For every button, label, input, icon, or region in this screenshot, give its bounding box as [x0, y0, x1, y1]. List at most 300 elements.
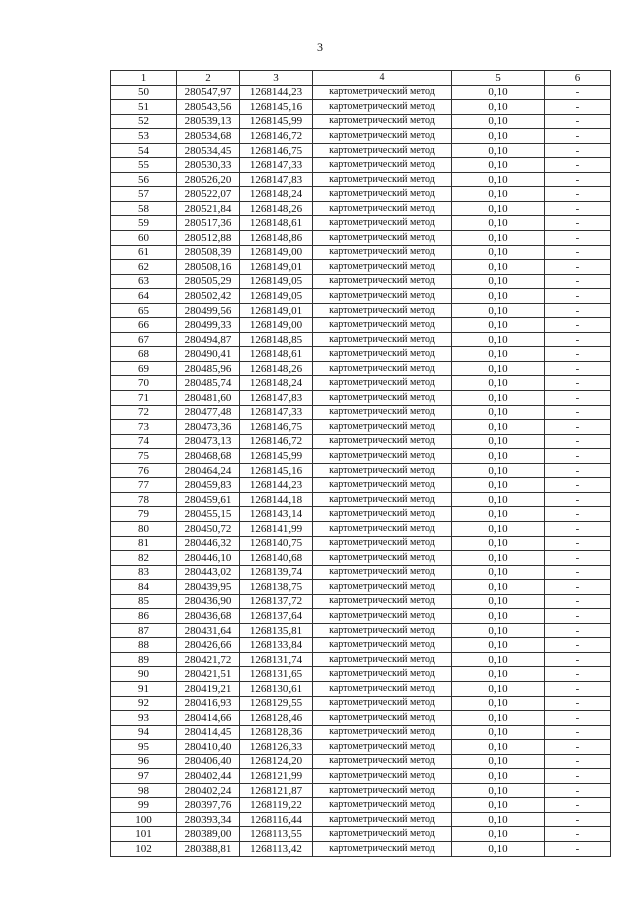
cell-note: - — [545, 129, 611, 144]
cell-x-coordinate: 280406,40 — [177, 754, 240, 769]
cell-y-coordinate: 1268148,61 — [240, 216, 313, 231]
table-row — [111, 201, 611, 216]
cell-x-coordinate: 280543,56 — [177, 100, 240, 115]
cell-note: - — [545, 812, 611, 827]
cell-method: картометрический метод — [313, 492, 452, 507]
cell-accuracy: 0,10 — [452, 711, 545, 726]
cell-method: картометрический метод — [313, 114, 452, 129]
table-row — [111, 521, 611, 536]
table-row — [111, 347, 611, 362]
cell-accuracy: 0,10 — [452, 681, 545, 696]
cell-method: картометрический метод — [313, 783, 452, 798]
table-row — [111, 303, 611, 318]
cell-note: - — [545, 420, 611, 435]
table-row — [111, 827, 611, 842]
cell-method: картометрический метод — [313, 667, 452, 682]
cell-y-coordinate: 1268113,55 — [240, 827, 313, 842]
cell-point-number: 92 — [111, 696, 177, 711]
column-header-2: 2 — [177, 71, 240, 86]
cell-y-coordinate: 1268137,64 — [240, 609, 313, 624]
cell-y-coordinate: 1268133,84 — [240, 638, 313, 653]
cell-method: картометрический метод — [313, 289, 452, 304]
cell-point-number: 98 — [111, 783, 177, 798]
table-row — [111, 740, 611, 755]
table-row — [111, 143, 611, 158]
cell-accuracy: 0,10 — [452, 391, 545, 406]
cell-method: картометрический метод — [313, 551, 452, 566]
cell-note: - — [545, 114, 611, 129]
cell-point-number: 88 — [111, 638, 177, 653]
cell-point-number: 72 — [111, 405, 177, 420]
cell-note: - — [545, 245, 611, 260]
cell-note: - — [545, 798, 611, 813]
cell-note: - — [545, 827, 611, 842]
cell-method: картометрический метод — [313, 420, 452, 435]
page-number: 3 — [317, 40, 323, 54]
cell-x-coordinate: 280473,36 — [177, 420, 240, 435]
cell-point-number: 99 — [111, 798, 177, 813]
cell-point-number: 66 — [111, 318, 177, 333]
cell-accuracy: 0,10 — [452, 376, 545, 391]
table-row — [111, 652, 611, 667]
table-row — [111, 434, 611, 449]
cell-note: - — [545, 405, 611, 420]
cell-method: картометрический метод — [313, 172, 452, 187]
cell-note: - — [545, 565, 611, 580]
table-row — [111, 769, 611, 784]
cell-point-number: 86 — [111, 609, 177, 624]
cell-accuracy: 0,10 — [452, 274, 545, 289]
table-row — [111, 623, 611, 638]
cell-note: - — [545, 391, 611, 406]
cell-x-coordinate: 280416,93 — [177, 696, 240, 711]
table-row — [111, 783, 611, 798]
cell-accuracy: 0,10 — [452, 827, 545, 842]
cell-method: картометрический метод — [313, 187, 452, 202]
table-row — [111, 129, 611, 144]
cell-y-coordinate: 1268149,05 — [240, 274, 313, 289]
table-row — [111, 449, 611, 464]
cell-point-number: 67 — [111, 332, 177, 347]
cell-note: - — [545, 449, 611, 464]
cell-note: - — [545, 492, 611, 507]
cell-x-coordinate: 280547,97 — [177, 85, 240, 100]
cell-method: картометрический метод — [313, 754, 452, 769]
cell-x-coordinate: 280436,68 — [177, 609, 240, 624]
cell-note: - — [545, 318, 611, 333]
cell-method: картометрический метод — [313, 303, 452, 318]
cell-accuracy: 0,10 — [452, 594, 545, 609]
cell-y-coordinate: 1268149,05 — [240, 289, 313, 304]
cell-point-number: 80 — [111, 521, 177, 536]
cell-method: картометрический метод — [313, 580, 452, 595]
cell-accuracy: 0,10 — [452, 361, 545, 376]
cell-note: - — [545, 841, 611, 856]
cell-method: картометрический метод — [313, 827, 452, 842]
cell-method: картометрический метод — [313, 507, 452, 522]
table-row — [111, 361, 611, 376]
cell-note: - — [545, 609, 611, 624]
cell-x-coordinate: 280426,66 — [177, 638, 240, 653]
cell-method: картометрический метод — [313, 347, 452, 362]
cell-accuracy: 0,10 — [452, 129, 545, 144]
table-row — [111, 376, 611, 391]
cell-y-coordinate: 1268147,33 — [240, 405, 313, 420]
cell-y-coordinate: 1268130,61 — [240, 681, 313, 696]
cell-y-coordinate: 1268146,72 — [240, 434, 313, 449]
cell-point-number: 57 — [111, 187, 177, 202]
cell-point-number: 76 — [111, 463, 177, 478]
cell-y-coordinate: 1268148,24 — [240, 187, 313, 202]
cell-accuracy: 0,10 — [452, 492, 545, 507]
column-header-3: 3 — [240, 71, 313, 86]
cell-y-coordinate: 1268146,72 — [240, 129, 313, 144]
cell-method: картометрический метод — [313, 405, 452, 420]
cell-point-number: 60 — [111, 231, 177, 246]
table-row — [111, 681, 611, 696]
cell-point-number: 95 — [111, 740, 177, 755]
cell-accuracy: 0,10 — [452, 551, 545, 566]
cell-accuracy: 0,10 — [452, 245, 545, 260]
cell-accuracy: 0,10 — [452, 100, 545, 115]
cell-point-number: 70 — [111, 376, 177, 391]
cell-y-coordinate: 1268145,99 — [240, 449, 313, 464]
cell-x-coordinate: 280446,10 — [177, 551, 240, 566]
column-header-4: 4 — [313, 71, 452, 86]
cell-y-coordinate: 1268147,83 — [240, 391, 313, 406]
cell-y-coordinate: 1268137,72 — [240, 594, 313, 609]
cell-accuracy: 0,10 — [452, 652, 545, 667]
cell-accuracy: 0,10 — [452, 405, 545, 420]
cell-x-coordinate: 280530,33 — [177, 158, 240, 173]
cell-y-coordinate: 1268135,81 — [240, 623, 313, 638]
cell-accuracy: 0,10 — [452, 478, 545, 493]
table-row — [111, 114, 611, 129]
cell-accuracy: 0,10 — [452, 303, 545, 318]
cell-y-coordinate: 1268140,68 — [240, 551, 313, 566]
column-header-6: 6 — [545, 71, 611, 86]
cell-y-coordinate: 1268143,14 — [240, 507, 313, 522]
cell-method: картометрический метод — [313, 231, 452, 246]
cell-accuracy: 0,10 — [452, 463, 545, 478]
cell-x-coordinate: 280393,34 — [177, 812, 240, 827]
cell-x-coordinate: 280502,42 — [177, 289, 240, 304]
cell-note: - — [545, 536, 611, 551]
cell-x-coordinate: 280499,56 — [177, 303, 240, 318]
cell-point-number: 62 — [111, 260, 177, 275]
cell-x-coordinate: 280508,16 — [177, 260, 240, 275]
cell-point-number: 97 — [111, 769, 177, 784]
cell-method: картометрический метод — [313, 449, 452, 464]
cell-point-number: 71 — [111, 391, 177, 406]
cell-note: - — [545, 463, 611, 478]
cell-x-coordinate: 280512,88 — [177, 231, 240, 246]
cell-accuracy: 0,10 — [452, 289, 545, 304]
cell-point-number: 79 — [111, 507, 177, 522]
cell-point-number: 83 — [111, 565, 177, 580]
cell-point-number: 69 — [111, 361, 177, 376]
table-row — [111, 536, 611, 551]
cell-point-number: 75 — [111, 449, 177, 464]
table-row — [111, 492, 611, 507]
cell-note: - — [545, 100, 611, 115]
table-body — [111, 85, 611, 856]
cell-x-coordinate: 280534,45 — [177, 143, 240, 158]
cell-y-coordinate: 1268144,23 — [240, 85, 313, 100]
cell-y-coordinate: 1268147,33 — [240, 158, 313, 173]
cell-x-coordinate: 280414,66 — [177, 711, 240, 726]
cell-y-coordinate: 1268126,33 — [240, 740, 313, 755]
cell-x-coordinate: 280455,15 — [177, 507, 240, 522]
cell-y-coordinate: 1268148,26 — [240, 361, 313, 376]
cell-point-number: 100 — [111, 812, 177, 827]
cell-point-number: 64 — [111, 289, 177, 304]
cell-method: картометрический метод — [313, 318, 452, 333]
cell-method: картометрический метод — [313, 260, 452, 275]
cell-x-coordinate: 280397,76 — [177, 798, 240, 813]
cell-point-number: 51 — [111, 100, 177, 115]
cell-y-coordinate: 1268149,01 — [240, 303, 313, 318]
cell-y-coordinate: 1268149,01 — [240, 260, 313, 275]
cell-note: - — [545, 201, 611, 216]
coordinates-table — [110, 70, 611, 857]
cell-y-coordinate: 1268113,42 — [240, 841, 313, 856]
cell-accuracy: 0,10 — [452, 231, 545, 246]
table-row — [111, 507, 611, 522]
cell-x-coordinate: 280468,68 — [177, 449, 240, 464]
table-row — [111, 231, 611, 246]
table-row — [111, 391, 611, 406]
cell-y-coordinate: 1268121,99 — [240, 769, 313, 784]
cell-point-number: 50 — [111, 85, 177, 100]
cell-y-coordinate: 1268148,26 — [240, 201, 313, 216]
table-row — [111, 798, 611, 813]
cell-y-coordinate: 1268140,75 — [240, 536, 313, 551]
cell-x-coordinate: 280508,39 — [177, 245, 240, 260]
cell-point-number: 84 — [111, 580, 177, 595]
cell-method: картометрический метод — [313, 841, 452, 856]
table-row — [111, 725, 611, 740]
table-row — [111, 696, 611, 711]
table-row — [111, 216, 611, 231]
cell-note: - — [545, 158, 611, 173]
cell-x-coordinate: 280481,60 — [177, 391, 240, 406]
cell-x-coordinate: 280505,29 — [177, 274, 240, 289]
cell-method: картометрический метод — [313, 463, 452, 478]
cell-x-coordinate: 280446,32 — [177, 536, 240, 551]
cell-note: - — [545, 289, 611, 304]
cell-x-coordinate: 280526,20 — [177, 172, 240, 187]
table-header-row — [111, 71, 611, 86]
cell-point-number: 54 — [111, 143, 177, 158]
cell-x-coordinate: 280464,24 — [177, 463, 240, 478]
cell-y-coordinate: 1268138,75 — [240, 580, 313, 595]
cell-note: - — [545, 143, 611, 158]
cell-method: картометрический метод — [313, 434, 452, 449]
cell-point-number: 91 — [111, 681, 177, 696]
cell-accuracy: 0,10 — [452, 623, 545, 638]
cell-x-coordinate: 280459,61 — [177, 492, 240, 507]
cell-point-number: 52 — [111, 114, 177, 129]
table-row — [111, 594, 611, 609]
cell-y-coordinate: 1268139,74 — [240, 565, 313, 580]
cell-method: картометрический метод — [313, 565, 452, 580]
cell-y-coordinate: 1268149,00 — [240, 245, 313, 260]
cell-accuracy: 0,10 — [452, 754, 545, 769]
cell-method: картометрический метод — [313, 216, 452, 231]
cell-accuracy: 0,10 — [452, 565, 545, 580]
cell-note: - — [545, 783, 611, 798]
cell-x-coordinate: 280485,74 — [177, 376, 240, 391]
cell-x-coordinate: 280522,07 — [177, 187, 240, 202]
cell-x-coordinate: 280439,95 — [177, 580, 240, 595]
cell-y-coordinate: 1268145,16 — [240, 100, 313, 115]
cell-x-coordinate: 280414,45 — [177, 725, 240, 740]
cell-method: картометрический метод — [313, 129, 452, 144]
cell-note: - — [545, 172, 611, 187]
cell-accuracy: 0,10 — [452, 696, 545, 711]
cell-x-coordinate: 280459,83 — [177, 478, 240, 493]
cell-method: картометрический метод — [313, 521, 452, 536]
cell-y-coordinate: 1268128,36 — [240, 725, 313, 740]
column-header-5: 5 — [452, 71, 545, 86]
cell-method: картометрический метод — [313, 361, 452, 376]
cell-accuracy: 0,10 — [452, 434, 545, 449]
cell-y-coordinate: 1268131,65 — [240, 667, 313, 682]
cell-note: - — [545, 580, 611, 595]
cell-x-coordinate: 280450,72 — [177, 521, 240, 536]
cell-accuracy: 0,10 — [452, 841, 545, 856]
cell-point-number: 68 — [111, 347, 177, 362]
cell-note: - — [545, 696, 611, 711]
cell-method: картометрический метод — [313, 158, 452, 173]
table-row — [111, 711, 611, 726]
cell-note: - — [545, 231, 611, 246]
cell-x-coordinate: 280477,48 — [177, 405, 240, 420]
cell-x-coordinate: 280388,81 — [177, 841, 240, 856]
cell-point-number: 93 — [111, 711, 177, 726]
cell-method: картометрический метод — [313, 623, 452, 638]
cell-point-number: 73 — [111, 420, 177, 435]
table-row — [111, 565, 611, 580]
cell-point-number: 61 — [111, 245, 177, 260]
cell-note: - — [545, 740, 611, 755]
cell-x-coordinate: 280499,33 — [177, 318, 240, 333]
cell-note: - — [545, 711, 611, 726]
table-row — [111, 172, 611, 187]
cell-method: картометрический метод — [313, 711, 452, 726]
cell-method: картометрический метод — [313, 769, 452, 784]
table-row — [111, 332, 611, 347]
cell-method: картометрический метод — [313, 478, 452, 493]
cell-y-coordinate: 1268146,75 — [240, 143, 313, 158]
cell-note: - — [545, 769, 611, 784]
cell-accuracy: 0,10 — [452, 420, 545, 435]
table-row — [111, 100, 611, 115]
cell-point-number: 55 — [111, 158, 177, 173]
cell-y-coordinate: 1268145,99 — [240, 114, 313, 129]
cell-note: - — [545, 361, 611, 376]
cell-accuracy: 0,10 — [452, 347, 545, 362]
cell-method: картометрический метод — [313, 812, 452, 827]
cell-note: - — [545, 85, 611, 100]
cell-note: - — [545, 652, 611, 667]
cell-point-number: 87 — [111, 623, 177, 638]
cell-point-number: 96 — [111, 754, 177, 769]
cell-point-number: 101 — [111, 827, 177, 842]
cell-method: картометрический метод — [313, 740, 452, 755]
cell-accuracy: 0,10 — [452, 667, 545, 682]
cell-y-coordinate: 1268148,85 — [240, 332, 313, 347]
cell-method: картометрический метод — [313, 274, 452, 289]
cell-y-coordinate: 1268121,87 — [240, 783, 313, 798]
column-header-1: 1 — [111, 71, 177, 86]
cell-accuracy: 0,10 — [452, 507, 545, 522]
cell-accuracy: 0,10 — [452, 172, 545, 187]
cell-accuracy: 0,10 — [452, 580, 545, 595]
table-row — [111, 812, 611, 827]
cell-note: - — [545, 260, 611, 275]
cell-accuracy: 0,10 — [452, 536, 545, 551]
cell-method: картометрический метод — [313, 696, 452, 711]
cell-point-number: 59 — [111, 216, 177, 231]
cell-x-coordinate: 280534,68 — [177, 129, 240, 144]
cell-note: - — [545, 274, 611, 289]
cell-x-coordinate: 280521,84 — [177, 201, 240, 216]
cell-point-number: 82 — [111, 551, 177, 566]
table-row — [111, 274, 611, 289]
cell-accuracy: 0,10 — [452, 332, 545, 347]
cell-note: - — [545, 332, 611, 347]
cell-note: - — [545, 667, 611, 682]
cell-y-coordinate: 1268145,16 — [240, 463, 313, 478]
cell-y-coordinate: 1268147,83 — [240, 172, 313, 187]
table-row — [111, 158, 611, 173]
cell-accuracy: 0,10 — [452, 318, 545, 333]
cell-x-coordinate: 280517,36 — [177, 216, 240, 231]
cell-method: картометрический метод — [313, 100, 452, 115]
cell-note: - — [545, 754, 611, 769]
cell-y-coordinate: 1268124,20 — [240, 754, 313, 769]
cell-x-coordinate: 280421,72 — [177, 652, 240, 667]
cell-method: картометрический метод — [313, 798, 452, 813]
table-row — [111, 187, 611, 202]
cell-method: картометрический метод — [313, 652, 452, 667]
cell-note: - — [545, 594, 611, 609]
cell-accuracy: 0,10 — [452, 609, 545, 624]
cell-x-coordinate: 280431,64 — [177, 623, 240, 638]
cell-x-coordinate: 280490,41 — [177, 347, 240, 362]
cell-point-number: 85 — [111, 594, 177, 609]
cell-note: - — [545, 521, 611, 536]
cell-note: - — [545, 507, 611, 522]
table-row — [111, 638, 611, 653]
cell-x-coordinate: 280402,24 — [177, 783, 240, 798]
cell-x-coordinate: 280494,87 — [177, 332, 240, 347]
cell-y-coordinate: 1268148,24 — [240, 376, 313, 391]
cell-point-number: 74 — [111, 434, 177, 449]
cell-accuracy: 0,10 — [452, 521, 545, 536]
cell-y-coordinate: 1268116,44 — [240, 812, 313, 827]
cell-accuracy: 0,10 — [452, 260, 545, 275]
cell-x-coordinate: 280485,96 — [177, 361, 240, 376]
cell-method: картометрический метод — [313, 201, 452, 216]
cell-accuracy: 0,10 — [452, 798, 545, 813]
table-row — [111, 245, 611, 260]
cell-y-coordinate: 1268149,00 — [240, 318, 313, 333]
cell-point-number: 65 — [111, 303, 177, 318]
table-row — [111, 609, 611, 624]
